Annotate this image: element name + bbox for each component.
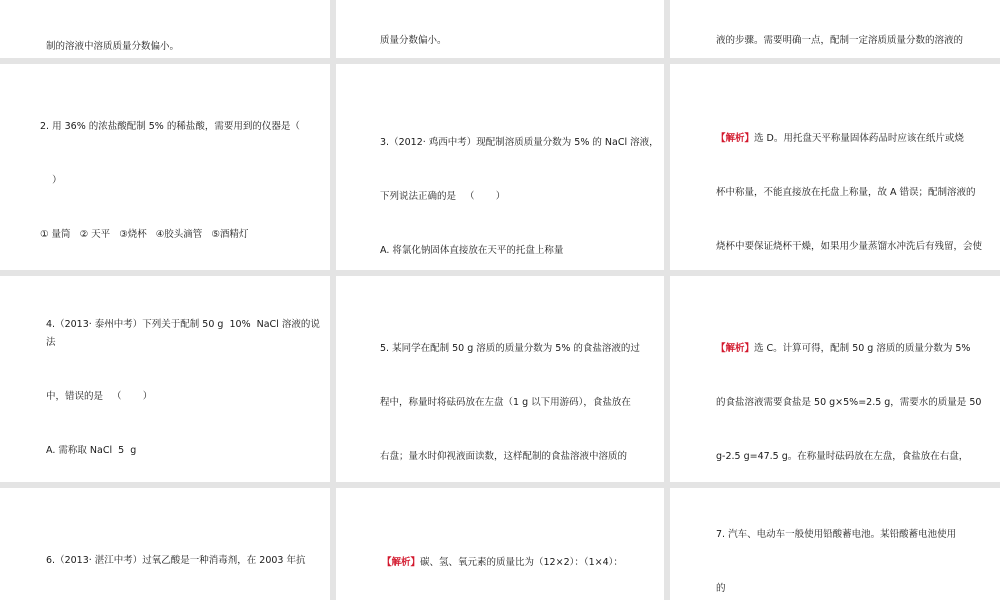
question-text: 3.（2012· 鸡西中考）现配制溶质质量分数为 5% 的 NaCl 溶液， — [380, 137, 659, 148]
option-a: A. 需称取 NaCl 5 g — [46, 445, 137, 456]
analysis-text: 烧杯中要保证烧杯干燥，如果用少量蒸馏水冲洗后有残留，会使 — [716, 241, 983, 252]
analysis-text: 碳、氢、氧元素的质量比为（12×2）：（1×4）： — [420, 557, 623, 568]
panel-question-2 — [0, 64, 330, 270]
question-text: 中，错误的是 （ ） — [46, 391, 153, 402]
panel-question-5 — [336, 276, 664, 482]
question-text: 的 — [716, 583, 726, 594]
question-text: 下列说法正确的是 （ ） — [380, 191, 506, 202]
question-text: 2. 用 36% 的浓盐酸配制 5% 的稀盐酸，需要用到的仪器是（ — [40, 121, 300, 132]
question-text: ） — [40, 175, 62, 186]
question-text: 4.（2013· 泰州中考）下列关于配制 50 g 10% NaCl 溶液的说法 — [46, 319, 320, 348]
panel-analysis-3 — [670, 64, 1000, 270]
analysis-text: g-2.5 g=47.5 g。在称量时砝码放在左盘，食盐放在右盘， — [716, 451, 969, 462]
analysis-text: 的食盐溶液需要食盐是 50 g×5%=2.5 g，需要水的质量是 50 — [716, 397, 982, 408]
panel-analysis-5 — [670, 276, 1000, 482]
panel-analysis-6 — [336, 488, 664, 600]
option-a: A. 将氯化钠固体直接放在天平的托盘上称量 — [380, 245, 564, 256]
text-line: 液的步骤。需要明确一点，配制一定溶质质量分数的溶液的 — [716, 35, 964, 46]
question-text: 6.（2013· 湛江中考）过氧乙酸是一种消毒剂，在 2003 年抗 — [46, 555, 306, 566]
panel-r1c2 — [336, 0, 664, 58]
analysis-tag: 【解析】 — [716, 343, 755, 354]
question-text: ① 量筒 ② 天平 ③烧杯 ④胶头滴管 ⑤酒精灯 — [40, 229, 249, 240]
question-text: 7. 汽车、电动车一般使用铅酸蓄电池。某铅酸蓄电池使用 — [716, 529, 957, 540]
panel-question-3 — [336, 64, 664, 270]
panel-question-7 — [670, 488, 1000, 600]
panel-question-4 — [0, 276, 330, 482]
panel-r1c3 — [670, 0, 1000, 58]
analysis-tag: 【解析】 — [382, 557, 421, 568]
analysis-tag: 【解析】 — [716, 133, 755, 144]
panel-question-6 — [0, 488, 330, 600]
question-text: 右盘；量水时仰视液面读数，这样配制的食盐溶液中溶质的 — [380, 451, 628, 462]
text-line: 质量分数偏小。 — [380, 35, 447, 46]
panel-r1c1 — [0, 0, 330, 58]
question-text: 5. 某同学在配制 50 g 溶质的质量分数为 5% 的食盐溶液的过 — [380, 343, 640, 354]
analysis-text: 选 C。计算可得，配制 50 g 溶质的质量分数为 5% — [754, 343, 971, 354]
analysis-text: 杯中称量，不能直接放在托盘上称量，故 A 错误；配制溶液的 — [716, 187, 976, 198]
question-text: 程中，称量时将砝码放在左盘（1 g 以下用游码），食盐放在 — [380, 397, 631, 408]
text-line: 制的溶液中溶质质量分数偏小。 — [46, 41, 180, 52]
analysis-text: 选 D。用托盘天平称量固体药品时应该在纸片或烧 — [754, 133, 964, 144]
